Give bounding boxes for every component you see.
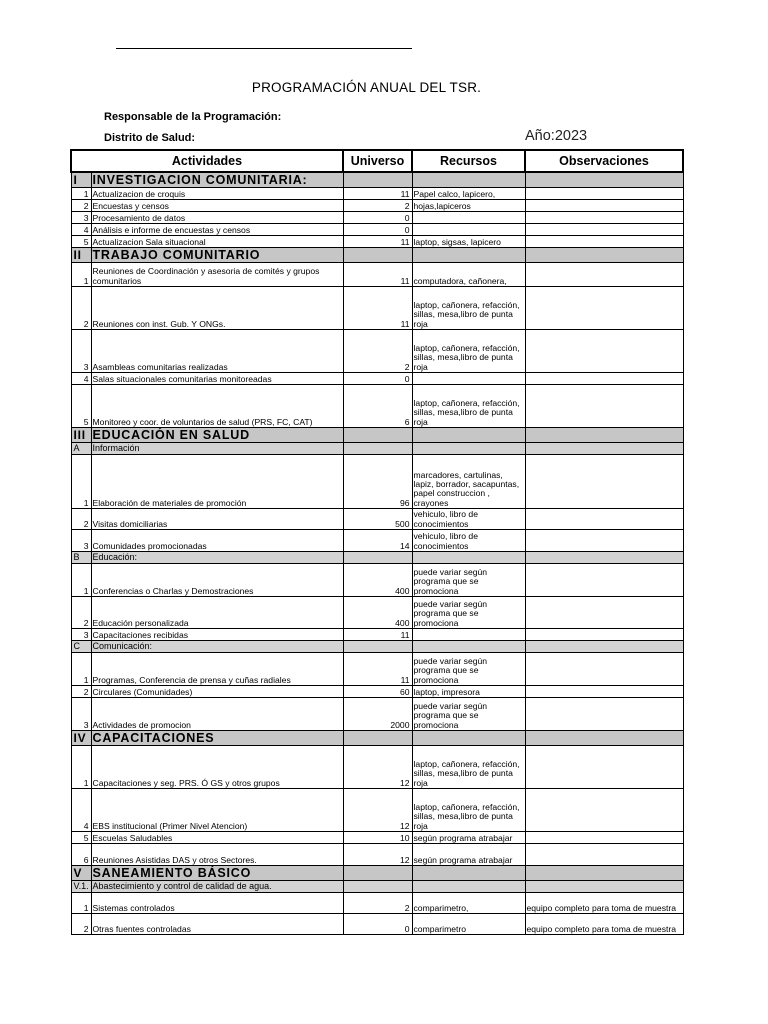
recursos-cell: puede variar según programa que se promociona <box>412 564 525 597</box>
row-number: 2 <box>71 597 91 629</box>
section-title: SANEAMIENTO BÁSICO <box>91 866 343 881</box>
recursos-cell: laptop, cañonera, refacción, sillas, mesa,libro de punta roja <box>412 746 525 789</box>
universo-cell: 0 <box>343 373 412 385</box>
activity-cell: Monitoreo y coor. de voluntarios de salud (PRS, FC, CAT) <box>91 385 343 428</box>
universo-cell: 2 <box>343 893 412 914</box>
col-header-observaciones: Observaciones <box>525 150 683 172</box>
row-number: 3 <box>71 330 91 373</box>
section-empty-cell <box>525 866 683 881</box>
section-title: Información <box>91 443 343 455</box>
universo-cell: 11 <box>343 263 412 287</box>
table-row <box>71 653 683 686</box>
section-empty-cell <box>343 731 412 746</box>
universo-cell: 10 <box>343 832 412 844</box>
table-row <box>71 597 683 629</box>
observaciones-cell: equipo completo para toma de muestra <box>525 893 683 914</box>
observaciones-cell <box>525 509 683 530</box>
universo-cell: 400 <box>343 597 412 629</box>
section-empty-cell <box>525 731 683 746</box>
section-number: III <box>71 428 91 443</box>
section-title: EDUCACIÓN EN SALUD <box>91 428 343 443</box>
row-number: 1 <box>71 564 91 597</box>
observaciones-cell: equipo completo para toma de muestra <box>525 914 683 935</box>
row-number: 5 <box>71 236 91 248</box>
subsection-row <box>71 641 683 653</box>
section-empty-cell <box>343 881 412 893</box>
section-empty-cell <box>412 641 525 653</box>
universo-cell: 0 <box>343 212 412 224</box>
section-empty-cell <box>525 428 683 443</box>
observaciones-cell <box>525 287 683 330</box>
activity-cell: Elaboración de materiales de promoción <box>91 455 343 509</box>
table-row <box>71 287 683 330</box>
universo-cell: 500 <box>343 509 412 530</box>
section-number: II <box>71 248 91 263</box>
recursos-cell: vehiculo, libro de conocimientos <box>412 530 525 552</box>
row-number: 5 <box>71 385 91 428</box>
section-empty-cell <box>525 443 683 455</box>
recursos-cell: laptop, cañonera, refacción, sillas, mesa,libro de punta roja <box>412 287 525 330</box>
activity-cell: Programas, Conferencia de prensa y cuñas radiales <box>91 653 343 686</box>
activity-cell: Educación personalizada <box>91 597 343 629</box>
section-number: V <box>71 866 91 881</box>
section-row <box>71 731 683 746</box>
observaciones-cell <box>525 789 683 832</box>
universo-cell: 11 <box>343 287 412 330</box>
observaciones-cell <box>525 236 683 248</box>
table-row <box>71 212 683 224</box>
table-row <box>71 373 683 385</box>
activity-cell: Actualizacion de croquis <box>91 188 343 200</box>
row-number: 1 <box>71 746 91 789</box>
table-row <box>71 188 683 200</box>
universo-cell: 60 <box>343 686 412 698</box>
observaciones-cell <box>525 330 683 373</box>
recursos-cell: hojas,lapiceros <box>412 200 525 212</box>
section-number: I <box>71 172 91 188</box>
section-empty-cell <box>412 443 525 455</box>
recursos-cell: laptop, cañonera, refacción, sillas, mesa,libro de punta roja <box>412 330 525 373</box>
table-row <box>71 844 683 866</box>
section-empty-cell <box>412 552 525 564</box>
section-empty-cell <box>525 641 683 653</box>
observaciones-cell <box>525 653 683 686</box>
table-row <box>71 698 683 731</box>
year-label: Año:2023 <box>525 128 588 144</box>
row-number: 5 <box>71 832 91 844</box>
universo-cell: 6 <box>343 385 412 428</box>
section-empty-cell <box>343 552 412 564</box>
universo-cell: 12 <box>343 844 412 866</box>
section-row <box>71 172 683 188</box>
recursos-cell: Papel calco, lapicero, <box>412 188 525 200</box>
universo-cell: 11 <box>343 236 412 248</box>
table-row <box>71 893 683 914</box>
observaciones-cell <box>525 629 683 641</box>
subsection-row <box>71 881 683 893</box>
row-number: 4 <box>71 789 91 832</box>
row-number: 1 <box>71 893 91 914</box>
activity-cell: Análisis e informe de encuestas y censos <box>91 224 343 236</box>
section-number: IV <box>71 731 91 746</box>
row-number: 2 <box>71 509 91 530</box>
section-title: Abastecimiento y control de calidad de agua. <box>91 881 343 893</box>
observaciones-cell <box>525 385 683 428</box>
responsable-label: Responsable de la Programación: <box>104 111 282 123</box>
universo-cell: 2 <box>343 330 412 373</box>
table-row <box>71 789 683 832</box>
section-title: Comunicación: <box>91 641 343 653</box>
table-row <box>71 455 683 509</box>
top-rule <box>116 48 412 49</box>
section-number: C <box>71 641 91 653</box>
section-title: TRABAJO COMUNITARIO <box>91 248 343 263</box>
observaciones-cell <box>525 832 683 844</box>
activity-cell: Reuniones Asistidas DAS y otros Sectores. <box>91 844 343 866</box>
observaciones-cell <box>525 597 683 629</box>
table-row <box>71 686 683 698</box>
row-number: 4 <box>71 224 91 236</box>
recursos-cell: puede variar según programa que se promociona <box>412 698 525 731</box>
observaciones-cell <box>525 263 683 287</box>
col-header-universo: Universo <box>343 150 412 172</box>
activity-cell: Encuestas y censos <box>91 200 343 212</box>
activity-cell: Actualizacion Sala situacional <box>91 236 343 248</box>
section-title: INVESTIGACION COMUNITARIA: <box>91 172 343 188</box>
page-title: PROGRAMACIÓN ANUAL DEL TSR. <box>251 80 482 95</box>
recursos-cell: puede variar según programa que se promociona <box>412 653 525 686</box>
recursos-cell: laptop, sigsas, lapicero <box>412 236 525 248</box>
observaciones-cell <box>525 224 683 236</box>
activity-cell: Capacitaciones recibidas <box>91 629 343 641</box>
section-number: B <box>71 552 91 564</box>
table-row <box>71 263 683 287</box>
activity-cell: Procesamiento de datos <box>91 212 343 224</box>
universo-cell: 12 <box>343 789 412 832</box>
recursos-cell <box>412 373 525 385</box>
table-row <box>71 509 683 530</box>
universo-cell: 11 <box>343 188 412 200</box>
col-header-actividades: Actividades <box>71 150 343 172</box>
observaciones-cell <box>525 746 683 789</box>
section-empty-cell <box>343 443 412 455</box>
recursos-cell: laptop, impresora <box>412 686 525 698</box>
recursos-cell <box>412 212 525 224</box>
section-number: A <box>71 443 91 455</box>
table-row <box>71 330 683 373</box>
universo-cell: 11 <box>343 653 412 686</box>
recursos-cell <box>412 224 525 236</box>
activity-cell: Comunidades promocionadas <box>91 530 343 552</box>
row-number: 3 <box>71 629 91 641</box>
observaciones-cell <box>525 188 683 200</box>
programming-table <box>70 149 684 935</box>
universo-cell: 14 <box>343 530 412 552</box>
row-number: 3 <box>71 530 91 552</box>
row-number: 2 <box>71 200 91 212</box>
section-title: CAPACITACIONES <box>91 731 343 746</box>
subsection-row <box>71 443 683 455</box>
row-number: 4 <box>71 373 91 385</box>
table-row <box>71 385 683 428</box>
section-empty-cell <box>525 881 683 893</box>
recursos-cell: comparimetro <box>412 914 525 935</box>
observaciones-cell <box>525 686 683 698</box>
row-number: 3 <box>71 212 91 224</box>
table-row <box>71 564 683 597</box>
activity-cell: Actividades de promocion <box>91 698 343 731</box>
observaciones-cell <box>525 200 683 212</box>
table-header-row <box>71 150 683 172</box>
section-row <box>71 866 683 881</box>
table-row <box>71 914 683 935</box>
section-empty-cell <box>343 641 412 653</box>
table-row <box>71 832 683 844</box>
observaciones-cell <box>525 530 683 552</box>
section-empty-cell <box>343 248 412 263</box>
section-empty-cell <box>412 248 525 263</box>
universo-cell: 12 <box>343 746 412 789</box>
recursos-cell: puede variar según programa que se promociona <box>412 597 525 629</box>
observaciones-cell <box>525 455 683 509</box>
table-row <box>71 236 683 248</box>
section-row <box>71 428 683 443</box>
table-row <box>71 200 683 212</box>
row-number: 2 <box>71 287 91 330</box>
row-number: 3 <box>71 698 91 731</box>
recursos-cell: comparimetro, <box>412 893 525 914</box>
observaciones-cell <box>525 564 683 597</box>
observaciones-cell <box>525 698 683 731</box>
recursos-cell: laptop, cañonera, refacción, sillas, mesa,libro de punta roja <box>412 789 525 832</box>
activity-cell: Otras fuentes controladas <box>91 914 343 935</box>
section-empty-cell <box>343 866 412 881</box>
activity-cell: Capacitaciones y seg. PRS. Ó GS y otros grupos <box>91 746 343 789</box>
section-row <box>71 248 683 263</box>
recursos-cell: computadora, cañonera, <box>412 263 525 287</box>
activity-cell: Circulares (Comunidades) <box>91 686 343 698</box>
universo-cell: 2000 <box>343 698 412 731</box>
row-number: 2 <box>71 914 91 935</box>
recursos-cell: marcadores, cartulinas, lapiz, borrador, sacapuntas, papel construccion , crayones <box>412 455 525 509</box>
section-empty-cell <box>412 172 525 188</box>
table-body <box>71 172 683 935</box>
activity-cell: Escuelas Saludables <box>91 832 343 844</box>
observaciones-cell <box>525 844 683 866</box>
table-row <box>71 224 683 236</box>
activity-cell: Asambleas comunitarias realizadas <box>91 330 343 373</box>
activity-cell: EBS institucional (Primer Nivel Atencion) <box>91 789 343 832</box>
recursos-cell: laptop, cañonera, refacción, sillas, mesa,libro de punta roja <box>412 385 525 428</box>
section-number: V.1. <box>71 881 91 893</box>
row-number: 2 <box>71 686 91 698</box>
row-number: 1 <box>71 455 91 509</box>
section-empty-cell <box>412 428 525 443</box>
universo-cell: 96 <box>343 455 412 509</box>
activity-cell: Sistemas controlados <box>91 893 343 914</box>
activity-cell: Salas situacionales comunitarias monitoreadas <box>91 373 343 385</box>
section-empty-cell <box>525 172 683 188</box>
row-number: 1 <box>71 188 91 200</box>
observaciones-cell <box>525 212 683 224</box>
section-empty-cell <box>525 248 683 263</box>
row-number: 6 <box>71 844 91 866</box>
section-empty-cell <box>525 552 683 564</box>
col-header-recursos: Recursos <box>412 150 525 172</box>
universo-cell: 400 <box>343 564 412 597</box>
table-row <box>71 530 683 552</box>
section-empty-cell <box>412 866 525 881</box>
section-empty-cell <box>343 428 412 443</box>
section-title: Educación: <box>91 552 343 564</box>
universo-cell: 0 <box>343 224 412 236</box>
universo-cell: 11 <box>343 629 412 641</box>
section-empty-cell <box>412 881 525 893</box>
section-empty-cell <box>412 731 525 746</box>
distrito-label: Distrito de Salud: <box>104 132 196 144</box>
recursos-cell: vehiculo, libro de conocimientos <box>412 509 525 530</box>
section-empty-cell <box>343 172 412 188</box>
table-row <box>71 629 683 641</box>
subsection-row <box>71 552 683 564</box>
row-number: 1 <box>71 653 91 686</box>
activity-cell: Conferencias o Charlas y Demostraciones <box>91 564 343 597</box>
activity-cell: Reuniones de Coordinación y asesoria de comités y grupos comunitarios <box>91 263 343 287</box>
universo-cell: 2 <box>343 200 412 212</box>
recursos-cell <box>412 629 525 641</box>
row-number: 1 <box>71 263 91 287</box>
activity-cell: Visitas domiciliarias <box>91 509 343 530</box>
recursos-cell: según programa atrabajar <box>412 832 525 844</box>
recursos-cell: según programa atrabajar <box>412 844 525 866</box>
table-row <box>71 746 683 789</box>
universo-cell: 0 <box>343 914 412 935</box>
observaciones-cell <box>525 373 683 385</box>
activity-cell: Reuniones con inst. Gub. Y ONGs. <box>91 287 343 330</box>
